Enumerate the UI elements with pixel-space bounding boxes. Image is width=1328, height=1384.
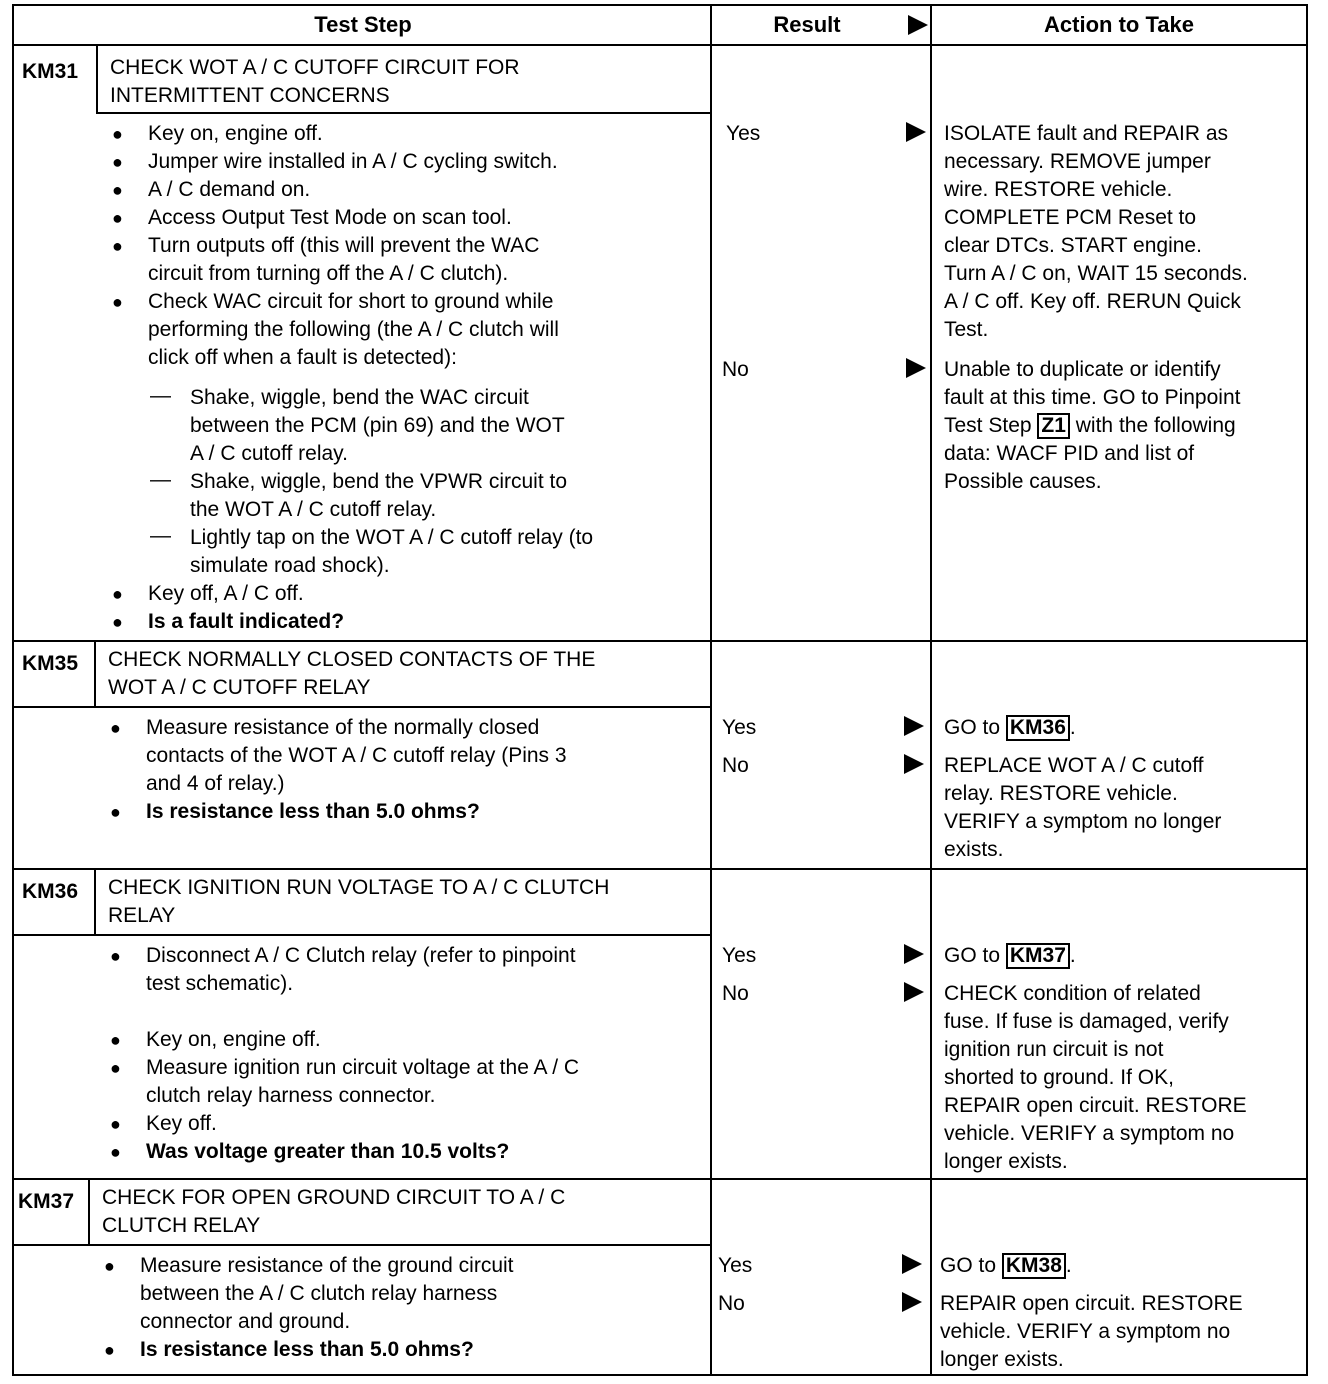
list-item: A / C demand on. [148,178,311,201]
step-title [108,646,595,702]
step-ref-km36[interactable]: KM36 [1006,715,1070,741]
action-line: vehicle. VERIFY a symptom no [940,1320,1231,1343]
action-text: with the following [1075,414,1236,437]
action-line: Possible causes. [944,470,1102,493]
code-divider [96,46,98,112]
bullet-icon: ● [112,180,123,200]
sub-item: the WOT A / C cutoff relay. [190,498,437,521]
question: Was voltage greater than 10.5 volts? [146,1140,510,1163]
result-no: No [722,754,749,777]
step-title-line: CLUTCH RELAY [102,1214,261,1237]
result-no: No [718,1292,745,1315]
dash-icon: — [150,524,171,547]
code-divider [94,868,96,934]
action-line: CHECK condition of related [944,982,1201,1005]
bullet-icon: ● [110,1030,121,1050]
action-line: COMPLETE PCM Reset to [944,206,1197,229]
no-action [944,356,1304,496]
title-divider [14,934,710,936]
title-divider [14,1244,710,1246]
list-item: performing the following (the A / C clutch will [148,318,559,341]
bullet-icon: ● [112,236,123,256]
no-action [944,980,1304,1176]
action-line: VERIFY a symptom no longer [944,810,1222,833]
action-line: REPLACE WOT A / C cutoff [944,754,1204,777]
row-divider [14,640,1306,642]
action-line: shorted to ground. If OK, [944,1066,1174,1089]
list-item: test schematic). [146,972,294,995]
code-divider [88,1178,90,1244]
header-arrow-icon [908,15,928,35]
result-yes: Yes [718,1254,753,1277]
step-ref-z1[interactable]: Z1 [1037,413,1070,439]
yes-action [944,714,1304,742]
list-item: circuit from turning off the A / C clutch). [148,262,509,285]
list-item: clutch relay harness connector. [146,1084,436,1107]
step-code: KM31 [22,60,79,83]
step-code: KM36 [22,880,79,903]
yes-action [944,120,1304,344]
no-action [940,1290,1300,1374]
step-ref-km38[interactable]: KM38 [1002,1253,1066,1279]
action-line: REPAIR open circuit. RESTORE [940,1292,1243,1315]
bullet-icon: ● [104,1340,115,1360]
list-item: and 4 of relay.) [146,772,285,795]
list-item: between the A / C clutch relay harness [140,1282,498,1305]
list-item: Turn outputs off (this will prevent the WAC [148,234,540,257]
action-line: longer exists. [944,1150,1068,1173]
action-line [944,412,1304,440]
bullet-icon: ● [110,1142,121,1162]
dash-icon: — [150,468,171,491]
header-test-step: Test Step [14,6,712,46]
step-code: KM35 [22,652,79,675]
action-line: data: WACF PID and list of [944,442,1195,465]
bullet-icon: ● [112,292,123,312]
arrow-icon [906,122,926,142]
list-item: click off when a fault is detected): [148,346,457,369]
list-item: Check WAC circuit for short to ground while [148,290,554,313]
action-text: GO to [940,1254,997,1277]
title-divider [96,112,710,114]
action-line: clear DTCs. START engine. [944,234,1202,257]
action-line: fuse. If fuse is damaged, verify [944,1010,1229,1033]
sub-item: Shake, wiggle, bend the WAC circuit [190,386,529,409]
no-action [944,752,1304,864]
bullet-icon: ● [110,802,121,822]
result-no: No [722,982,749,1005]
step-title-line: RELAY [108,904,176,927]
list-item: Measure resistance of the ground circuit [140,1254,514,1277]
bullet-icon: ● [110,1114,121,1134]
sub-item: Lightly tap on the WOT A / C cutoff relay (to [190,526,594,549]
action-text: . [1069,944,1076,967]
sub-item: simulate road shock). [190,554,390,577]
step-ref-km37[interactable]: KM37 [1006,943,1070,969]
list-item: Key on, engine off. [146,1028,321,1051]
action-line: Unable to duplicate or identify [944,358,1221,381]
action-line: REPAIR open circuit. RESTORE [944,1094,1247,1117]
arrow-icon [906,358,926,378]
list-item: Key off. [146,1112,217,1135]
action-line: fault at this time. GO to Pinpoint [944,386,1241,409]
list-item: Key on, engine off. [148,122,323,145]
list-item: Measure resistance of the normally closed [146,716,540,739]
step-title-line: CHECK NORMALLY CLOSED CONTACTS OF THE [108,648,596,671]
step-code: KM37 [18,1190,75,1213]
bullet-icon: ● [110,718,121,738]
action-text: Test Step [944,414,1032,437]
action-line: longer exists. [940,1348,1064,1371]
question: Is resistance less than 5.0 ohms? [140,1338,474,1361]
sub-item: between the PCM (pin 69) and the WOT [190,414,565,437]
arrow-icon [904,754,924,774]
action-text: GO to [944,716,1001,739]
action-line: ISOLATE fault and REPAIR as [944,122,1229,145]
bullet-icon: ● [110,946,121,966]
action-line: wire. RESTORE vehicle. [944,178,1173,201]
column-divider [710,6,712,1374]
action-line: vehicle. VERIFY a symptom no [944,1122,1235,1145]
list-item: contacts of the WOT A / C cutoff relay (Pins 3 [146,744,567,767]
bullet-icon: ● [112,208,123,228]
question: Is a fault indicated? [148,610,345,633]
list-item: Jumper wire installed in A / C cycling switch. [148,150,558,173]
row-divider [14,1178,1306,1180]
header-result [712,6,932,46]
step-title-line: CHECK IGNITION RUN VOLTAGE TO A / C CLUTCH [108,876,610,899]
action-line: Test. [944,318,989,341]
result-yes: Yes [722,944,757,967]
step-title [110,54,520,110]
yes-action [940,1252,1300,1280]
bullet-icon: ● [112,152,123,172]
arrow-icon [902,1254,922,1274]
header-action: Action to Take [932,6,1306,46]
bullet-icon: ● [104,1256,115,1276]
sub-item: A / C cutoff relay. [190,442,348,465]
bullet-icon: ● [112,124,123,144]
step-title [108,874,609,930]
arrow-icon [904,716,924,736]
bullet-icon: ● [112,612,123,632]
column-divider [930,6,932,1374]
action-line: ignition run circuit is not [944,1038,1164,1061]
header-result-label: Result [773,12,841,37]
bullet-icon: ● [112,584,123,604]
result-yes: Yes [726,122,761,145]
dash-icon: — [150,384,171,407]
action-line: necessary. REMOVE jumper [944,150,1211,173]
yes-action [944,942,1304,970]
list-item: Disconnect A / C Clutch relay (refer to pinpoint [146,944,576,967]
action-line: exists. [944,838,1004,861]
step-title [102,1184,565,1240]
list-item: Measure ignition run circuit voltage at the A / C [146,1056,580,1079]
step-title-line: WOT A / C CUTOFF RELAY [108,676,371,699]
list-item: Access Output Test Mode on scan tool. [148,206,512,229]
code-divider [94,640,96,706]
action-text: GO to [944,944,1001,967]
sub-item: Shake, wiggle, bend the VPWR circuit to [190,470,568,493]
arrow-icon [904,982,924,1002]
diagnostic-table [12,4,1308,1376]
arrow-icon [902,1292,922,1312]
result-no: No [722,358,749,381]
action-line: Turn A / C on, WAIT 15 seconds. [944,262,1248,285]
list-item: Key off, A / C off. [148,582,304,605]
action-line: A / C off. Key off. RERUN Quick [944,290,1241,313]
action-line: relay. RESTORE vehicle. [944,782,1178,805]
arrow-icon [904,944,924,964]
question: Is resistance less than 5.0 ohms? [146,800,480,823]
step-title-line: CHECK WOT A / C CUTOFF CIRCUIT FOR [110,56,520,79]
step-title-line: INTERMITTENT CONCERNS [110,84,390,107]
title-divider [14,706,710,708]
action-text: . [1069,716,1076,739]
bullet-icon: ● [110,1058,121,1078]
step-title-line: CHECK FOR OPEN GROUND CIRCUIT TO A / C [102,1186,566,1209]
list-item: connector and ground. [140,1310,351,1333]
action-text: . [1065,1254,1072,1277]
result-yes: Yes [722,716,757,739]
row-divider [14,868,1306,870]
